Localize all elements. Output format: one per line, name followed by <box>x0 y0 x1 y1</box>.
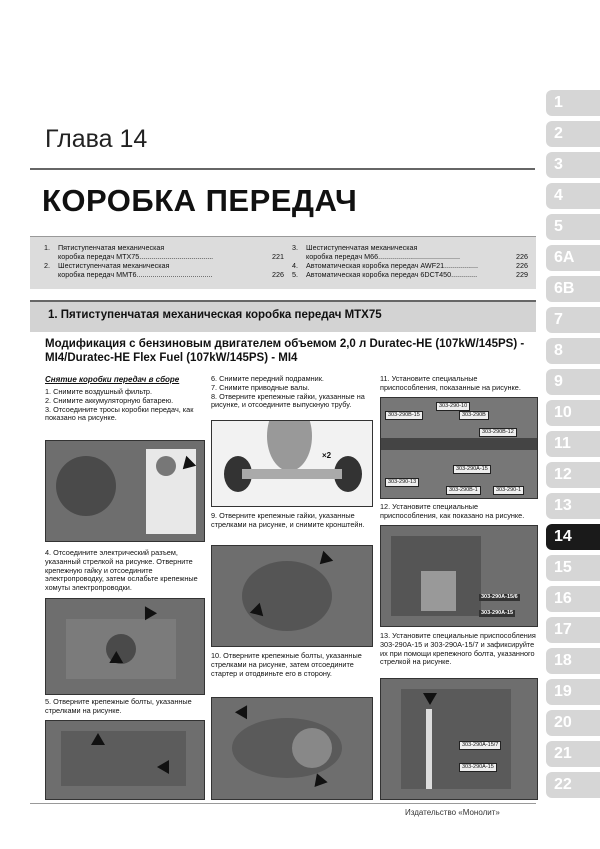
tab-label: 20 <box>554 714 572 731</box>
tab-label: 14 <box>554 528 572 545</box>
tab-chapter-2[interactable] <box>546 121 600 147</box>
tab-chapter-14[interactable] <box>546 524 600 550</box>
title-divider <box>30 168 535 170</box>
toc-row[interactable]: 5. Автоматическая коробка передач 6DCT450............. 229 <box>292 270 528 279</box>
figure-tool-fixing <box>380 678 538 800</box>
tab-chapter-17[interactable] <box>546 617 600 643</box>
modification-heading: Модификация с бензиновым двигателем объемом 2,0 л Duratec-HE (107kW/145PS) - MI4/Duratec-HE Flex Fuel (107kW/145PS) - MI4 <box>45 338 525 364</box>
step-text: 4. Отсоедините электрический разъем, указанный стрелкой на рисунке. Отверните крепежную гайку и отсоедините электропроводку, затем ослабьте крепежные хомуты электропроводки. <box>45 548 198 593</box>
tab-label: 12 <box>554 466 572 483</box>
step-text: 10. Отверните крепежные болты, указанные стрелками на рисунке, затем отсоедините стартер и отодвиньте его в сторону. <box>211 651 362 678</box>
tab-label: 15 <box>554 559 572 576</box>
step-text: 1. Снимите воздушный фильтр. <box>45 387 153 396</box>
chapter-label: Глава 14 <box>45 125 148 153</box>
tab-chapter-20[interactable] <box>546 710 600 736</box>
step-text: 8. Отверните крепежные гайки, указанные на рисунке, и отсоедините выпускную трубу. <box>211 391 365 410</box>
tab-chapter-11[interactable] <box>546 431 600 457</box>
tool-label: 303-290A-15 <box>453 465 491 474</box>
step-text: 6. Снимите передний подрамник. <box>211 374 324 383</box>
tool-label: 303-290-10 <box>436 402 470 411</box>
footer-divider <box>30 803 536 804</box>
toc-row[interactable]: коробка передач MTX75..................................... 221 <box>58 252 284 261</box>
tool-label: 303-290B-1 <box>446 486 481 495</box>
tab-label: 6B <box>554 280 575 297</box>
tab-chapter-19[interactable] <box>546 679 600 705</box>
tab-label: 7 <box>554 311 563 328</box>
section-header <box>30 300 536 332</box>
tab-label: 9 <box>554 373 563 390</box>
step-text: 12. Установите специальные приспособления, как показано на рисунке. <box>380 502 525 520</box>
toc-left <box>44 243 284 279</box>
column-1 <box>45 375 203 423</box>
tool-label: 303-290B <box>459 411 489 420</box>
tab-label: 18 <box>554 652 572 669</box>
tool-label: 303-290-13 <box>385 478 419 487</box>
tab-chapter-10[interactable] <box>546 400 600 426</box>
toc-row[interactable]: 1. Пятиступенчатая механическая <box>44 243 165 252</box>
tab-chapter-12[interactable] <box>546 462 600 488</box>
column-2 <box>211 375 371 410</box>
tab-label: 10 <box>554 404 572 421</box>
figure-bolts <box>45 720 205 800</box>
tool-label: 303-290-1 <box>493 486 524 495</box>
figure-bracket <box>211 545 373 647</box>
toc-row[interactable]: коробка передач MMT6...................................... 226 <box>58 270 284 279</box>
tab-chapter-16[interactable] <box>546 586 600 612</box>
tab-chapter-6a[interactable] <box>546 245 600 271</box>
step-text: 3. Отсоедините тросы коробки передач, как показано на рисунке. <box>45 404 194 423</box>
tab-label: 1 <box>554 94 563 111</box>
step-text: 13. Установите специальные приспособления 303-290A-15 и 303-290A-15/7 и зафиксируйте их при помощи крепежного болта, указанного стрелкой на рисунке. <box>380 631 536 667</box>
tab-label: 21 <box>554 745 572 762</box>
step-text: 9. Отверните крепежные гайки, указанные стрелками на рисунке, и снимите кронштейн. <box>211 511 365 529</box>
toc-right <box>292 243 528 279</box>
tab-chapter-9[interactable] <box>546 369 600 395</box>
tab-chapter-7[interactable] <box>546 307 600 333</box>
tab-label: 19 <box>554 683 572 700</box>
tool-label: 303-290A-15 <box>481 610 514 616</box>
tab-chapter-21[interactable] <box>546 741 600 767</box>
toc-row[interactable]: коробка передач M66......................................... 226 <box>306 252 528 261</box>
tab-chapter-22[interactable] <box>546 772 600 798</box>
quantity-label: ×2 <box>322 451 332 460</box>
figure-starter <box>211 697 373 800</box>
figure-exhaust-pipe <box>211 420 373 507</box>
tool-label: 303-290B-12 <box>479 428 517 437</box>
tab-label: 22 <box>554 776 572 793</box>
tool-label: 303-290A-15/6 <box>481 594 518 600</box>
tab-label: 8 <box>554 342 563 359</box>
tab-chapter-6b[interactable] <box>546 276 600 302</box>
step-text: 11. Установите специальные приспособления, показанные на рисунке. <box>380 374 521 392</box>
tab-chapter-13[interactable] <box>546 493 600 519</box>
tool-label: 303-290A-15/7 <box>459 741 501 750</box>
toc-row[interactable]: 4. Автоматическая коробка передач AWF21................. 226 <box>292 261 528 270</box>
tab-chapter-1[interactable] <box>546 90 600 116</box>
publisher-footer: Издательство «Монолит» <box>405 808 500 817</box>
step-text: 5. Отверните крепежные болты, указанные стрелками на рисунке. <box>45 697 192 715</box>
toc-row[interactable]: 3. Шестиступенчатая механическая <box>292 243 418 252</box>
tab-label: 2 <box>554 125 563 142</box>
tab-label: 4 <box>554 187 563 204</box>
section-title: 1. Пятиступенчатая механическая коробка передач MTX75 <box>48 309 382 321</box>
tab-label: 16 <box>554 590 572 607</box>
figure-special-tools <box>380 397 538 499</box>
tab-label: 6A <box>554 249 575 266</box>
tab-label: 3 <box>554 156 563 173</box>
step-text: 2. Снимите аккумуляторную батарею. <box>45 395 174 405</box>
tab-chapter-8[interactable] <box>546 338 600 364</box>
tab-label: 17 <box>554 621 572 638</box>
toc-row[interactable]: 2. Шестиступенчатая механическая <box>44 261 170 270</box>
step-text: 7. Снимите приводные валы. <box>211 382 310 392</box>
tab-chapter-4[interactable] <box>546 183 600 209</box>
page-title: КОРОБКА ПЕРЕДАЧ <box>42 183 358 218</box>
tab-label: 13 <box>554 497 572 514</box>
tab-chapter-15[interactable] <box>546 555 600 581</box>
figure-tool-install <box>380 525 538 627</box>
tab-chapter-3[interactable] <box>546 152 600 178</box>
figure-gear-cables <box>45 440 205 542</box>
table-of-contents <box>30 236 536 289</box>
tab-chapter-18[interactable] <box>546 648 600 674</box>
figure-wiring <box>45 598 205 695</box>
tab-label: 11 <box>554 435 571 452</box>
procedure-heading: Снятие коробки передач в сборе <box>45 375 180 384</box>
tool-label: 303-290B-15 <box>385 411 423 420</box>
tab-chapter-5[interactable] <box>546 214 600 240</box>
tab-label: 5 <box>554 218 563 235</box>
tool-label: 303-290A-15 <box>459 763 497 772</box>
